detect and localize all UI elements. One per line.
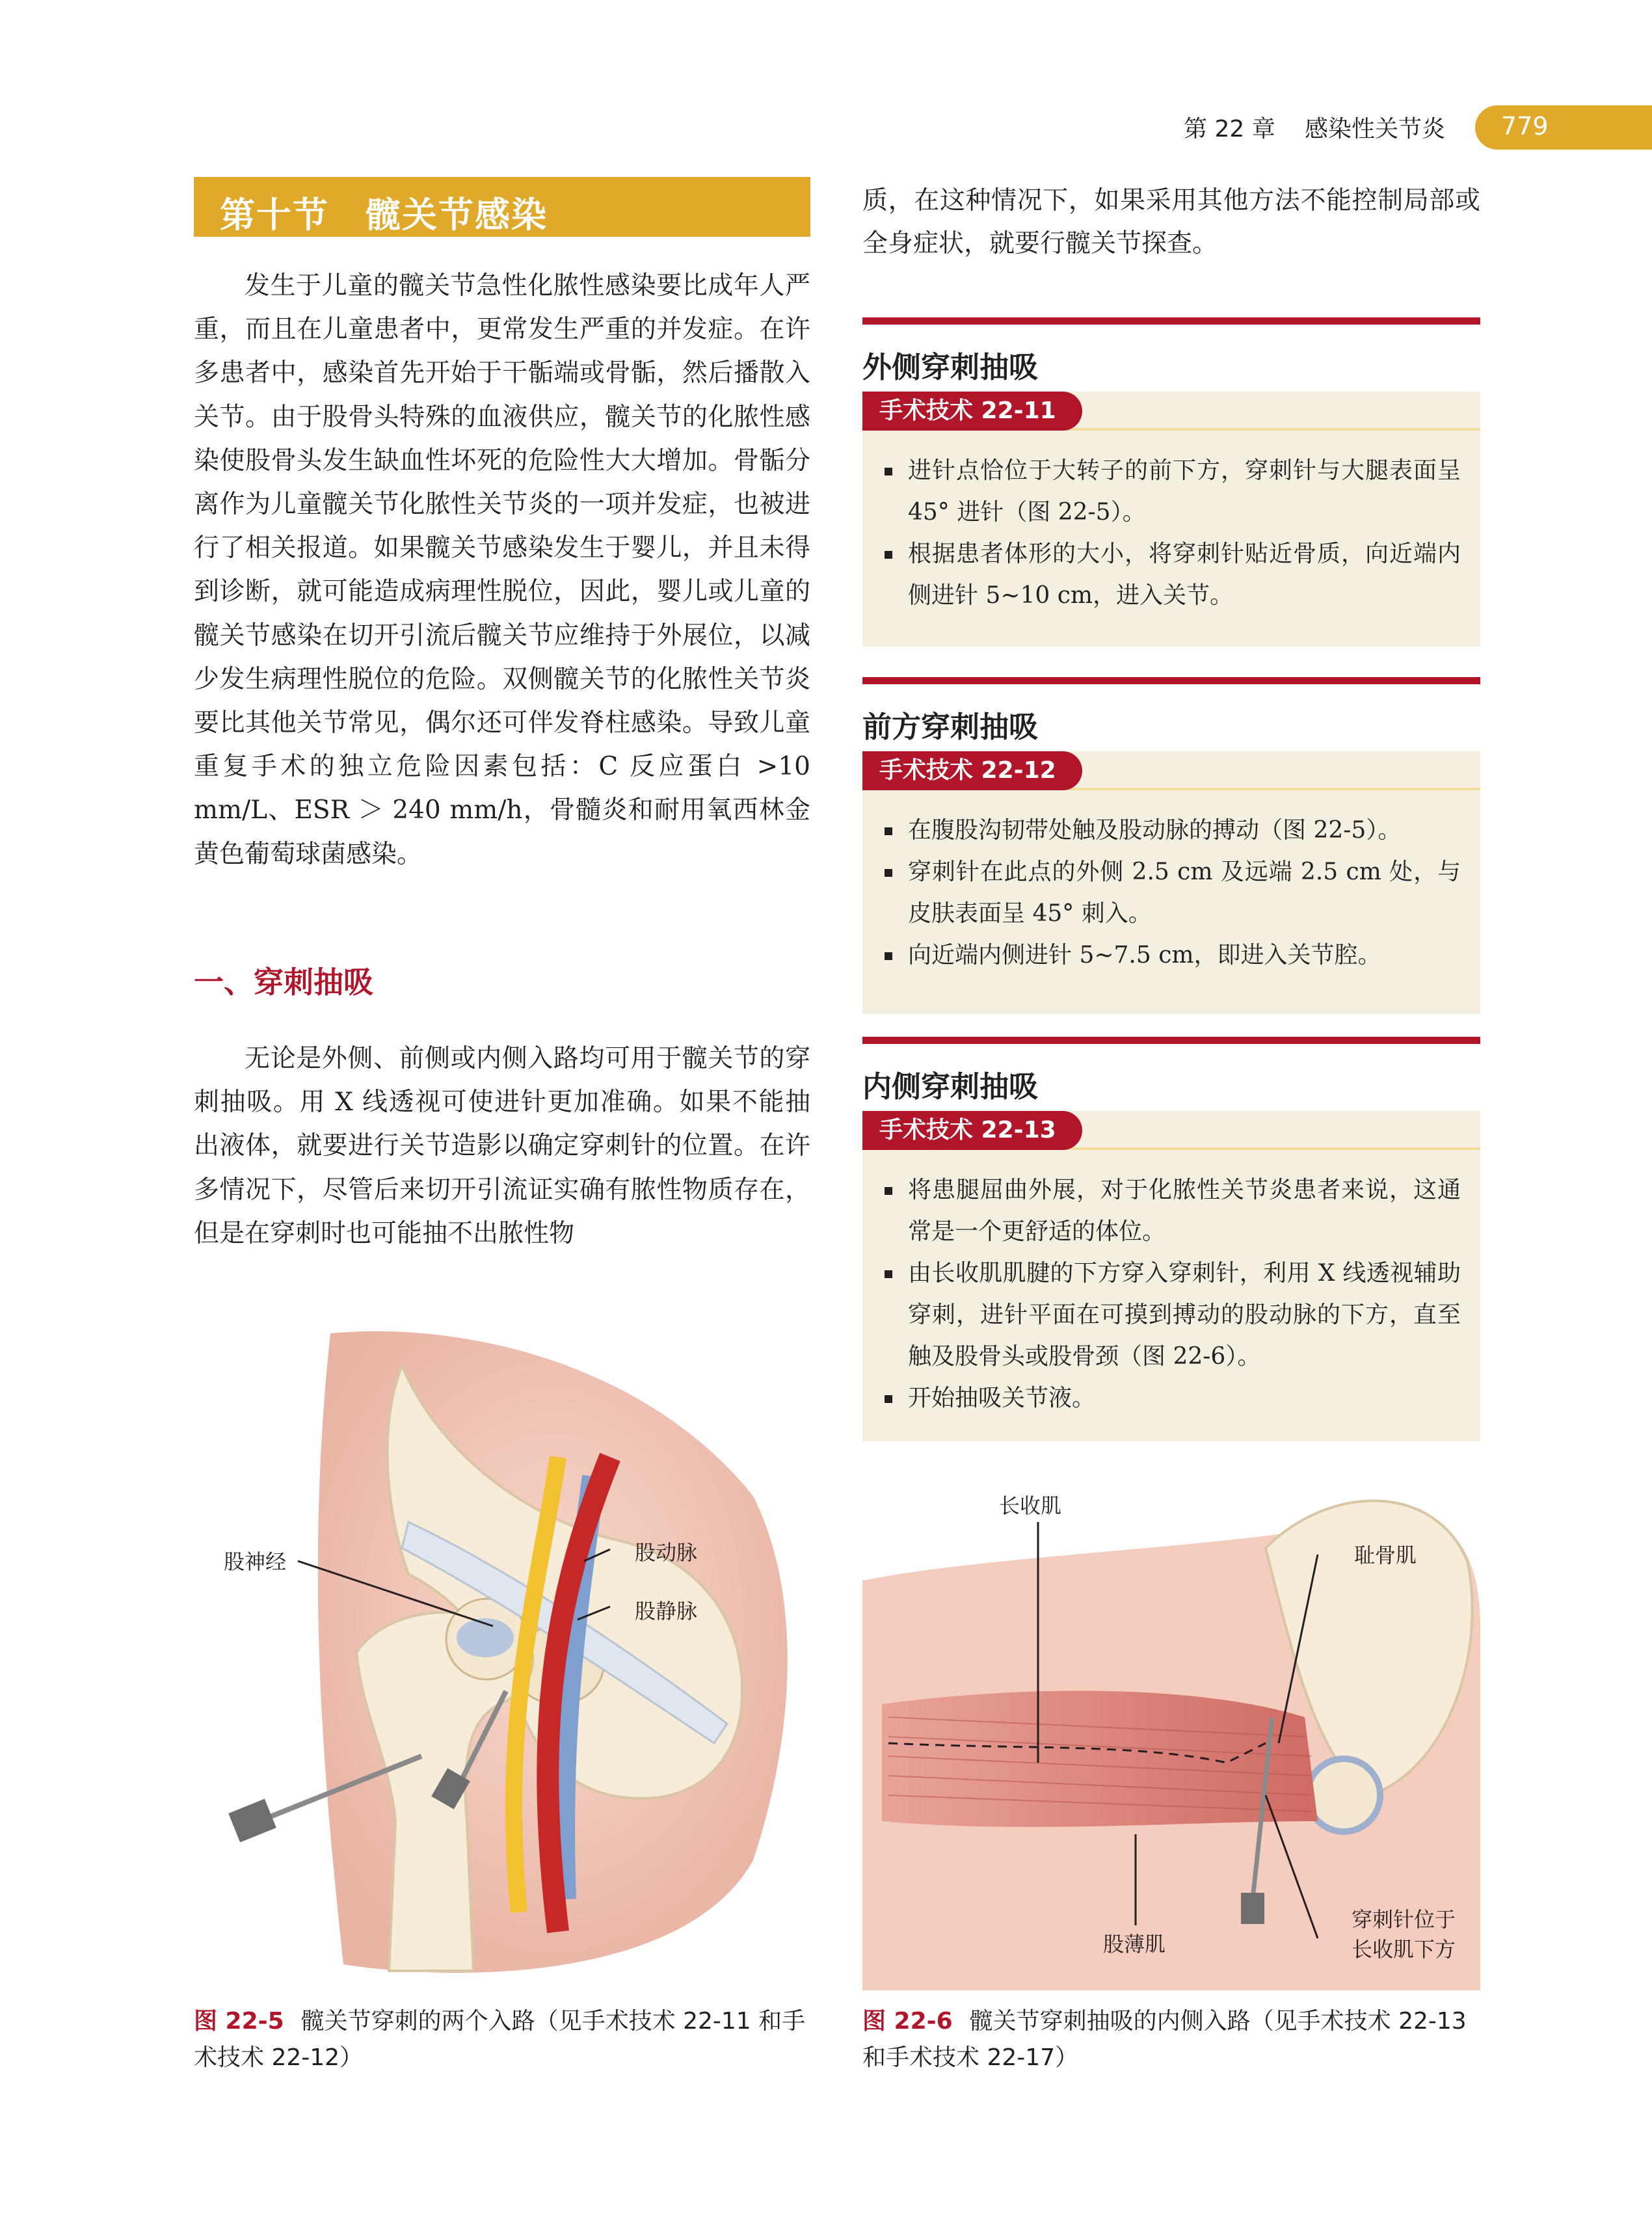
technique-rule [862,677,1480,684]
list-item: 将患腿屈曲外展，对于化脓性关节炎患者来说，这通常是一个更舒适的体位。 [882,1169,1461,1253]
technique-steps [882,450,1461,617]
technique-heading: 外侧穿刺抽吸 [862,350,1039,384]
figure-hip-medial [862,1457,1480,1990]
body-paragraph: 发生于儿童的髋关节急性化脓性感染要比成年人严重，而且在儿童患者中，更常发生严重的并发症。在许多患者中，感染首先开始于干骺端或骨骺，然后播散入关节。由于股骨头特殊的血液供应，髋关节的化脓性感染使股骨头发生缺血性坏死的危险性大大增加。骨骺分离作为儿童髋关节化脓性关节炎的一项并发症，也被进行了相关报道。如果髋关节感染发生于婴儿，并且未得到诊断，就可能造成病理性脱位，因此，婴儿或儿童的髋关节感染在切开引流后髋关节应维持于外展位，以减少发生病理性脱位的危险。双侧髋关节的化脓性关节炎要比其他关节常见，偶尔还可伴发脊柱感染。导致儿童重复手术的独立危险因素包括：C 反应蛋白 >10 mm/L、ESR ＞ 240 mm/h，骨髓炎和耐用氧西林金黄色葡萄球菌感染。 [194,271,810,869]
technique-block [862,677,1480,1015]
label-femoral-artery: 股动脉 [635,1540,698,1565]
subheading: 一、穿刺抽吸 [194,965,373,1000]
list-item: 开始抽吸关节液。 [882,1378,1461,1419]
section-title-bar [194,177,810,237]
body-paragraph-continued: 质，在这种情况下，如果采用其他方法不能控制局部或全身症状，就要行髋关节探查。 [862,186,1480,258]
label-needle-position-line-1: 穿刺针位于 [1352,1907,1456,1932]
list-item: 穿刺针在此点的外侧 2.5 cm 及远端 2.5 cm 处，与皮肤表面呈 45° 刺入。 [882,851,1461,935]
label-femoral-vein: 股静脉 [635,1599,698,1623]
body-paragraph: 无论是外侧、前侧或内侧入路均可用于髋关节的穿刺抽吸。用 X 线透视可使进针更加准确。如果不能抽出液体，就要进行关节造影以确定穿刺针的位置。在许多情况下，尽管后来切开引流证实确有脓性物质存在，但是在穿刺时也可能抽不出脓性物 [194,1044,810,1248]
list-item: 在腹股沟韧带处触及股动脉的搏动（图 22-5）。 [882,810,1461,851]
technique-box [862,392,1480,647]
list-item: 根据患者体形的大小，将穿刺针贴近骨质，向近端内侧进针 5~10 cm，进入关节。 [882,533,1461,617]
figure-caption [862,2003,1480,2076]
technique-tab: 手术技术 22-11 [862,392,1082,431]
label-femoral-nerve: 股神经 [224,1549,287,1574]
technique-block [862,317,1480,656]
list-item: 向近端内侧进针 5~7.5 cm，即进入关节腔。 [882,935,1461,976]
page-number-tab [1475,105,1652,150]
technique-box [862,751,1480,1014]
header-chapter-title: 感染性关节炎 [1305,116,1446,142]
figure-number: 图 22-6 [862,2008,953,2035]
technique-steps [882,1169,1461,1419]
running-header [1164,105,1652,151]
technique-rule [862,1037,1480,1044]
section-title: 第十节 髋关节感染 [220,194,548,235]
page-number: 779 [1501,112,1549,140]
technique-heading: 前方穿刺抽吸 [862,710,1039,744]
list-item: 由长收肌肌腱的下方穿入穿刺针，利用 X 线透视辅助穿刺，进针平面在可摸到搏动的股动脉的下方，直至触及股骨头或股骨颈（图 22-6）。 [882,1253,1461,1378]
caption-text: 髋关节穿刺抽吸的内侧入路（见手术技术 22-13 和手术技术 22-17） [862,2008,1467,2071]
caption-text: 髋关节穿刺的两个入路（见手术技术 22-11 和手术技术 22-12） [194,2008,806,2071]
technique-box [862,1111,1480,1441]
figure-number: 图 22-5 [194,2008,284,2035]
label-pectineus: 耻骨肌 [1354,1543,1417,1568]
header-chapter: 第 22 章 [1184,116,1275,142]
list-item: 进针点恰位于大转子的前下方，穿刺针与大腿表面呈 45° 进针（图 22-5）。 [882,450,1461,533]
technique-steps [882,810,1461,976]
figure-caption [194,2003,818,2076]
label-needle-position-line-2: 长收肌下方 [1352,1937,1456,1962]
figure-hip-anterior-lateral [194,1327,818,1990]
technique-heading: 内侧穿刺抽吸 [862,1069,1039,1104]
hip-anatomy-illustration [194,1327,818,1990]
technique-block [862,1037,1480,1453]
label-adductor-longus: 长收肌 [999,1493,1062,1518]
label-gracilis: 股薄肌 [1103,1932,1166,1957]
technique-rule [862,317,1480,325]
technique-tab: 手术技术 22-12 [862,751,1082,790]
technique-tab: 手术技术 22-13 [862,1111,1082,1150]
